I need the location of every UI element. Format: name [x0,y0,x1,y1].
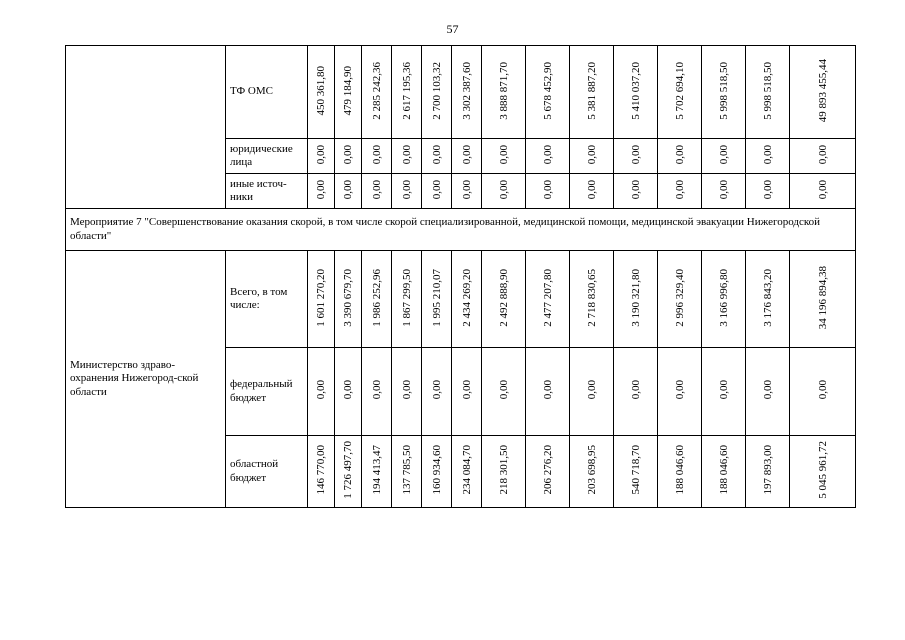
value-text: 188 046,60 [717,445,730,495]
value-cell [482,174,526,209]
value-cell [452,46,482,139]
value-cell [392,348,422,436]
value-text: 0,00 [541,380,554,400]
value-text: 1 986 252,96 [370,268,383,327]
value-text: 3 176 843,20 [761,268,774,327]
value-text: 0,00 [585,179,598,200]
value-text: 1 995 210,07 [430,268,443,327]
value-cell [790,348,856,436]
value-cell [790,174,856,209]
value-cell [614,46,658,139]
value-cell [362,436,392,508]
value-text: 5 410 037,20 [629,61,642,120]
value-cell [526,139,570,174]
value-cell [570,436,614,508]
value-cell [392,436,422,508]
value-text: 3 390 679,70 [342,268,354,327]
value-text: 1 601 270,20 [315,268,327,327]
value-text: 137 785,50 [400,445,413,495]
value-cell [658,174,702,209]
value-cell [526,174,570,209]
value-cell [362,139,392,174]
value-text: 194 413,47 [370,445,383,495]
value-cell [308,46,335,139]
value-cell [392,251,422,348]
value-cell [452,174,482,209]
value-text: 146 770,00 [315,445,327,495]
value-text: 0,00 [585,144,598,165]
value-cell [482,139,526,174]
value-cell [658,436,702,508]
value-text: 234 084,70 [460,445,473,495]
value-text: 0,00 [497,144,510,165]
page-number: 57 [446,22,459,36]
value-cell [335,348,362,436]
value-text: 218 301,50 [497,445,510,495]
value-cell [308,174,335,209]
value-text: 0,00 [460,144,473,165]
value-text: 0,00 [430,179,443,200]
value-text: 5 381 887,20 [585,61,598,120]
value-cell [422,174,452,209]
value-text: 0,00 [816,380,829,400]
value-text: 3 888 871,70 [497,61,510,120]
value-cell [746,251,790,348]
value-text: 0,00 [816,179,829,200]
value-text: 2 492 888,90 [497,268,510,327]
value-cell [614,174,658,209]
value-cell [482,46,526,139]
value-text: 0,00 [315,380,327,400]
value-cell [746,436,790,508]
value-text: 5 998 518,50 [717,61,730,120]
value-text: 0,00 [717,380,730,400]
value-cell [452,251,482,348]
value-text: 2 285 242,36 [370,61,383,120]
organization-name: Министерство здраво-охранения Нижегород-ской области [66,251,226,508]
value-cell [422,251,452,348]
funding-source: ТФ ОМС [226,46,308,139]
value-text: 5 678 452,90 [541,61,554,120]
value-text: 197 893,00 [761,445,774,495]
value-cell [362,251,392,348]
value-cell [452,348,482,436]
value-cell [658,139,702,174]
value-text: 0,00 [541,144,554,165]
value-cell [335,251,362,348]
budget-table [65,45,856,508]
funding-source: областной бюджет [226,436,308,508]
value-cell [482,436,526,508]
value-text: 49 893 455,44 [816,58,829,123]
value-text: 2 434 269,20 [460,268,473,327]
value-cell [482,348,526,436]
value-text: 1 726 497,70 [342,441,354,499]
value-text: 0,00 [761,179,774,200]
value-cell [746,139,790,174]
value-cell [790,251,856,348]
value-text: 0,00 [816,144,829,165]
value-cell [614,436,658,508]
value-text: 206 276,20 [541,445,554,495]
value-cell [362,46,392,139]
value-text: 3 302 387,60 [460,61,473,120]
value-text: 0,00 [629,380,642,400]
value-cell [658,251,702,348]
value-cell [422,139,452,174]
value-cell [452,139,482,174]
value-text: 0,00 [315,179,327,200]
value-text: 0,00 [717,144,730,165]
value-cell [526,436,570,508]
organization-cell [66,46,226,209]
value-text: 0,00 [629,144,642,165]
value-cell [658,348,702,436]
value-text: 2 700 103,32 [430,61,443,120]
value-cell [422,436,452,508]
value-text: 0,00 [541,179,554,200]
value-cell [392,46,422,139]
value-text: 0,00 [315,144,327,165]
value-cell [702,139,746,174]
value-text: 540 718,70 [629,445,642,495]
value-cell [308,251,335,348]
value-text: 3 190 321,80 [629,268,642,327]
value-cell [746,174,790,209]
value-cell [335,139,362,174]
funding-source: федеральный бюджет [226,348,308,436]
value-text: 0,00 [497,380,510,400]
value-cell [362,174,392,209]
value-text: 0,00 [400,144,413,165]
value-text: 5 702 694,10 [673,61,686,120]
value-cell [746,348,790,436]
value-cell [335,46,362,139]
value-cell [790,139,856,174]
value-cell [308,436,335,508]
value-text: 0,00 [370,380,383,400]
value-text: 0,00 [717,179,730,200]
value-text: 0,00 [497,179,510,200]
value-text: 0,00 [460,179,473,200]
value-text: 0,00 [585,380,598,400]
value-cell [392,174,422,209]
value-cell [422,46,452,139]
value-text: 34 196 894,38 [816,265,829,330]
value-cell [526,348,570,436]
value-text: 2 477 207,80 [541,268,554,327]
value-text: 0,00 [761,144,774,165]
value-text: 0,00 [673,179,686,200]
table-row [66,251,856,348]
value-cell [422,348,452,436]
value-cell [702,436,746,508]
value-cell [570,46,614,139]
value-text: 0,00 [460,380,473,400]
event-row [66,209,856,251]
value-cell [702,46,746,139]
value-cell [482,251,526,348]
value-text: 1 867 299,50 [400,268,413,327]
value-cell [362,348,392,436]
table-row [66,46,856,139]
value-cell [702,348,746,436]
value-cell [702,251,746,348]
value-text: 5 045 961,72 [816,441,829,499]
value-cell [392,139,422,174]
value-cell [790,436,856,508]
value-cell [570,174,614,209]
value-cell [526,46,570,139]
value-text: 0,00 [430,144,443,165]
value-text: 0,00 [370,179,383,200]
value-cell [526,251,570,348]
funding-source: иные источ-ники [226,174,308,209]
value-text: 0,00 [430,380,443,400]
value-text: 0,00 [342,380,354,400]
funding-source: Всего, в том числе: [226,251,308,348]
value-text: 0,00 [629,179,642,200]
value-text: 188 046,60 [673,445,686,495]
value-text: 0,00 [342,179,354,200]
value-text: 0,00 [400,380,413,400]
value-cell [746,46,790,139]
value-cell [335,436,362,508]
value-cell [570,139,614,174]
value-text: 0,00 [673,380,686,400]
value-text: 0,00 [673,144,686,165]
value-cell [570,251,614,348]
value-cell [570,348,614,436]
event-title: Мероприятие 7 "Совершенствование оказания скорой, в том числе скорой специализированной, медицинской помощи, медицинской эвакуации Нижегородской области" [66,209,856,251]
value-text: 0,00 [370,144,383,165]
value-text: 0,00 [400,179,413,200]
value-text: 160 934,60 [430,445,443,495]
value-text: 2 617 195,36 [400,61,413,120]
value-cell [614,251,658,348]
value-text: 3 166 996,80 [717,268,730,327]
value-text: 2 718 830,65 [585,268,598,327]
value-cell [790,46,856,139]
value-cell [308,139,335,174]
value-cell [658,46,702,139]
value-text: 0,00 [761,380,774,400]
value-cell [335,174,362,209]
value-text: 479 184,90 [342,65,354,116]
value-cell [614,348,658,436]
value-text: 5 998 518,50 [761,61,774,120]
value-cell [452,436,482,508]
value-text: 2 996 329,40 [673,268,686,327]
value-cell [308,348,335,436]
value-cell [702,174,746,209]
funding-source: юридические лица [226,139,308,174]
value-text: 0,00 [342,144,354,165]
value-cell [614,139,658,174]
value-text: 450 361,80 [315,65,327,116]
value-text: 203 698,95 [585,445,598,495]
